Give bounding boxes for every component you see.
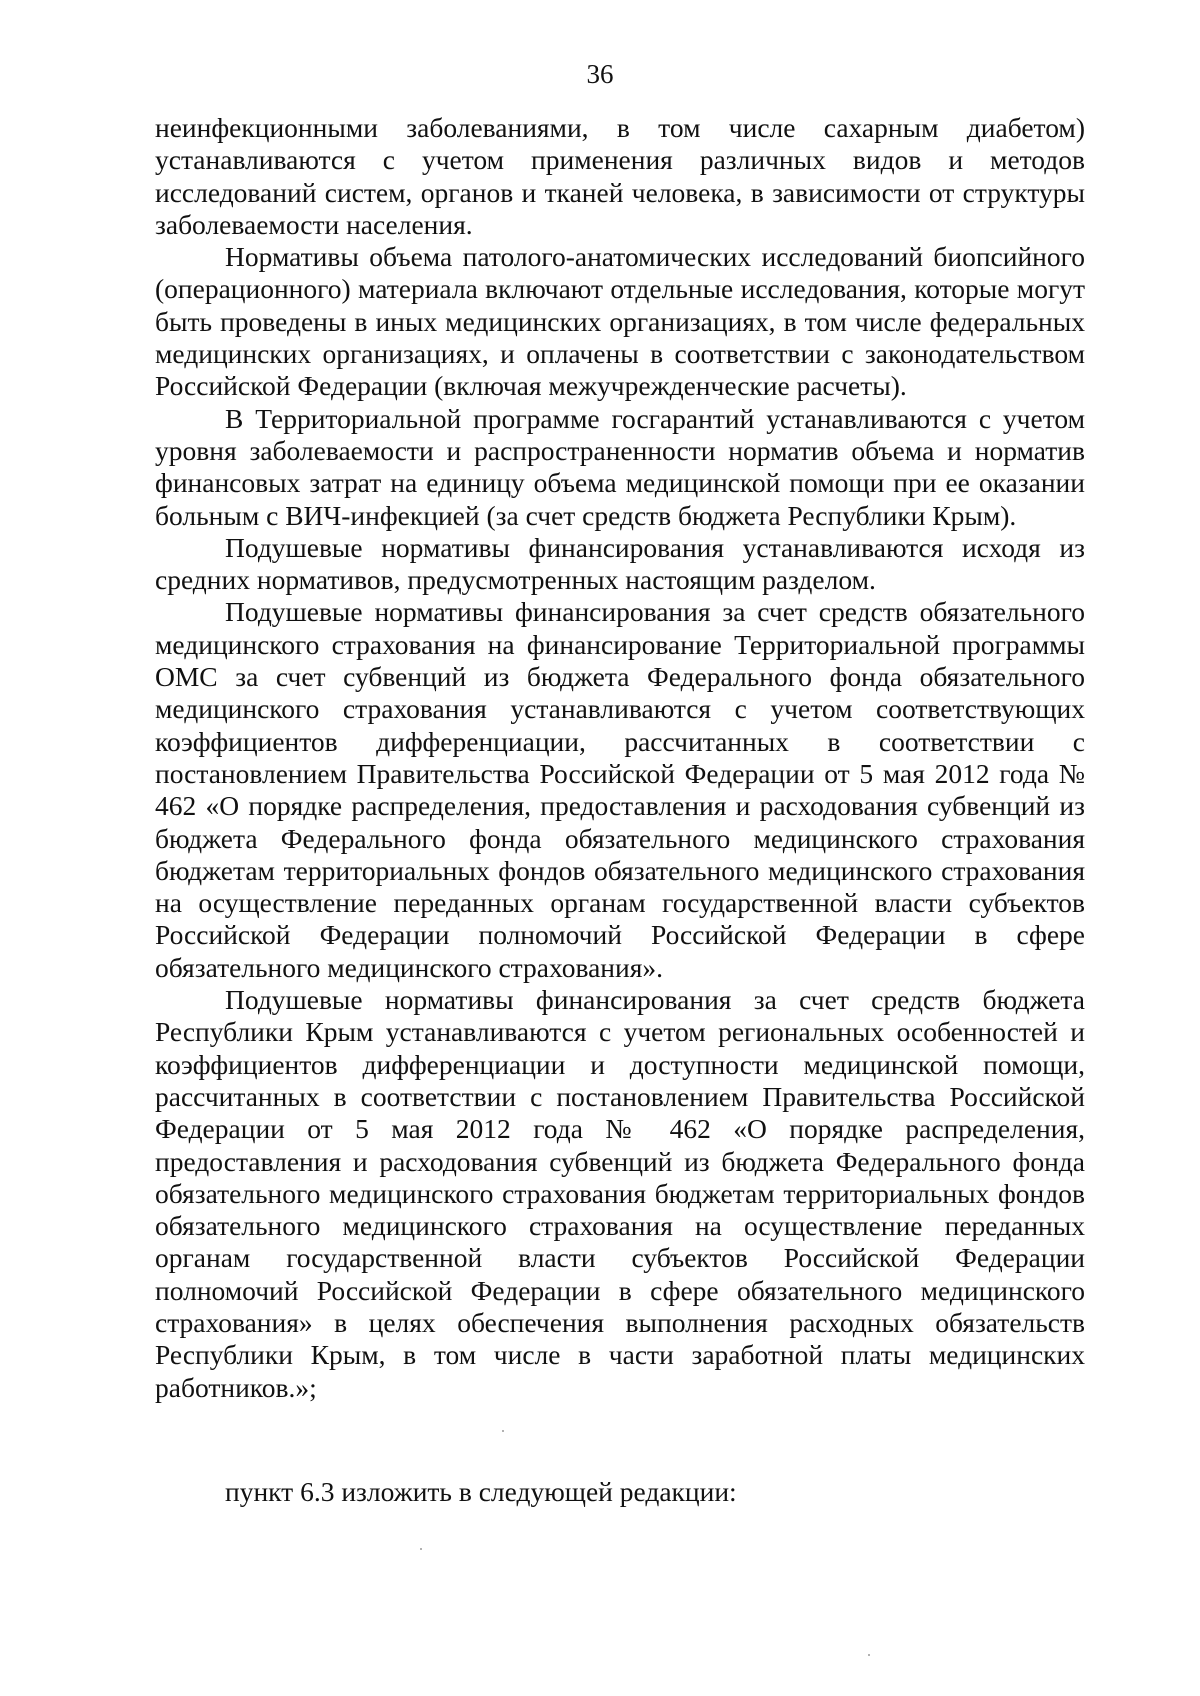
paragraph-continuation: неинфекционными заболеваниями, в том числе сахарным диабетом) устанавливаются с учетом применения различных видов и методов исследований систем, органов и тканей человека, в зависимости от структуры заболеваемости населения. — [155, 112, 1085, 240]
scan-speck — [420, 1548, 422, 1550]
paragraph-pathology-norms: Нормативы объема патолого-анатомических исследований биопсийного (операционного) материала включают отдельные исследования, которые могут быть проведены в иных медицинских организациях, в том числе федеральных медицинских организациях, и оплачены в соответствии с законодательством Российской Федерации (включая межучрежденческие расчеты). — [155, 241, 1085, 402]
paragraph-hiv-norms: В Территориальной программе госгарантий устанавливаются с учетом уровня заболеваемости и распространенности норматив объема и норматив финансовых затрат на единицу объема медицинской помощи при ее оказании больным с ВИЧ-инфекцией (за счет средств бюджета Республики Крым). — [155, 402, 1085, 531]
scan-speck — [502, 1430, 504, 1432]
paragraph-crimea-budget-norms: Подушевые нормативы финансирования за счет средств бюджета Республики Крым устанавливаются с учетом региональных особенностей и коэффициентов дифференциации и доступности медицинской помощи, рассчитанных в соответствии с постановлением Правительства Российской Федерации от 5 мая 2012 года № 462 «О порядке распределения, предоставления и расходования субвенций из бюджета Федерального фонда обязательного медицинского страхования бюджетам территориальных фондов обязательного медицинского страхования на осуществление переданных органам государственной власти субъектов Российской Федерации полномочий Российской Федерации в сфере обязательного медицинского страхования» в целях обеспечения выполнения расходных обязательств Республики Крым, в том числе в части заработной платы медицинских работников.»; — [155, 984, 1085, 1403]
page-number: 36 — [586, 59, 614, 89]
paragraph-per-capita-norms: Подушевые нормативы финансирования устанавливаются исходя из средних нормативов, предусмотренных настоящим разделом. — [155, 531, 1085, 596]
document-body — [155, 112, 1085, 1404]
scan-speck — [868, 1654, 870, 1656]
amendment-instruction: пункт 6.3 изложить в следующей редакции: — [225, 1476, 737, 1507]
paragraph-oms-per-capita-norms: Подушевые нормативы финансирования за счет средств обязательного медицинского страхования на финансирование Территориальной программы ОМС за счет субвенций из бюджета Федерального фонда обязательного медицинского страхования устанавливаются с учетом соответствующих коэффициентов дифференциации, рассчитанных в соответствии с постановлением Правительства Российской Федерации от 5 мая 2012 года № 462 «О порядке распределения, предоставления и расходования субвенций из бюджета Федерального фонда обязательного медицинского страхования бюджетам территориальных фондов обязательного медицинского страхования на осуществление переданных органам государственной власти субъектов Российской Федерации полномочий Российской Федерации в сфере обязательного медицинского страхования». — [155, 596, 1085, 983]
